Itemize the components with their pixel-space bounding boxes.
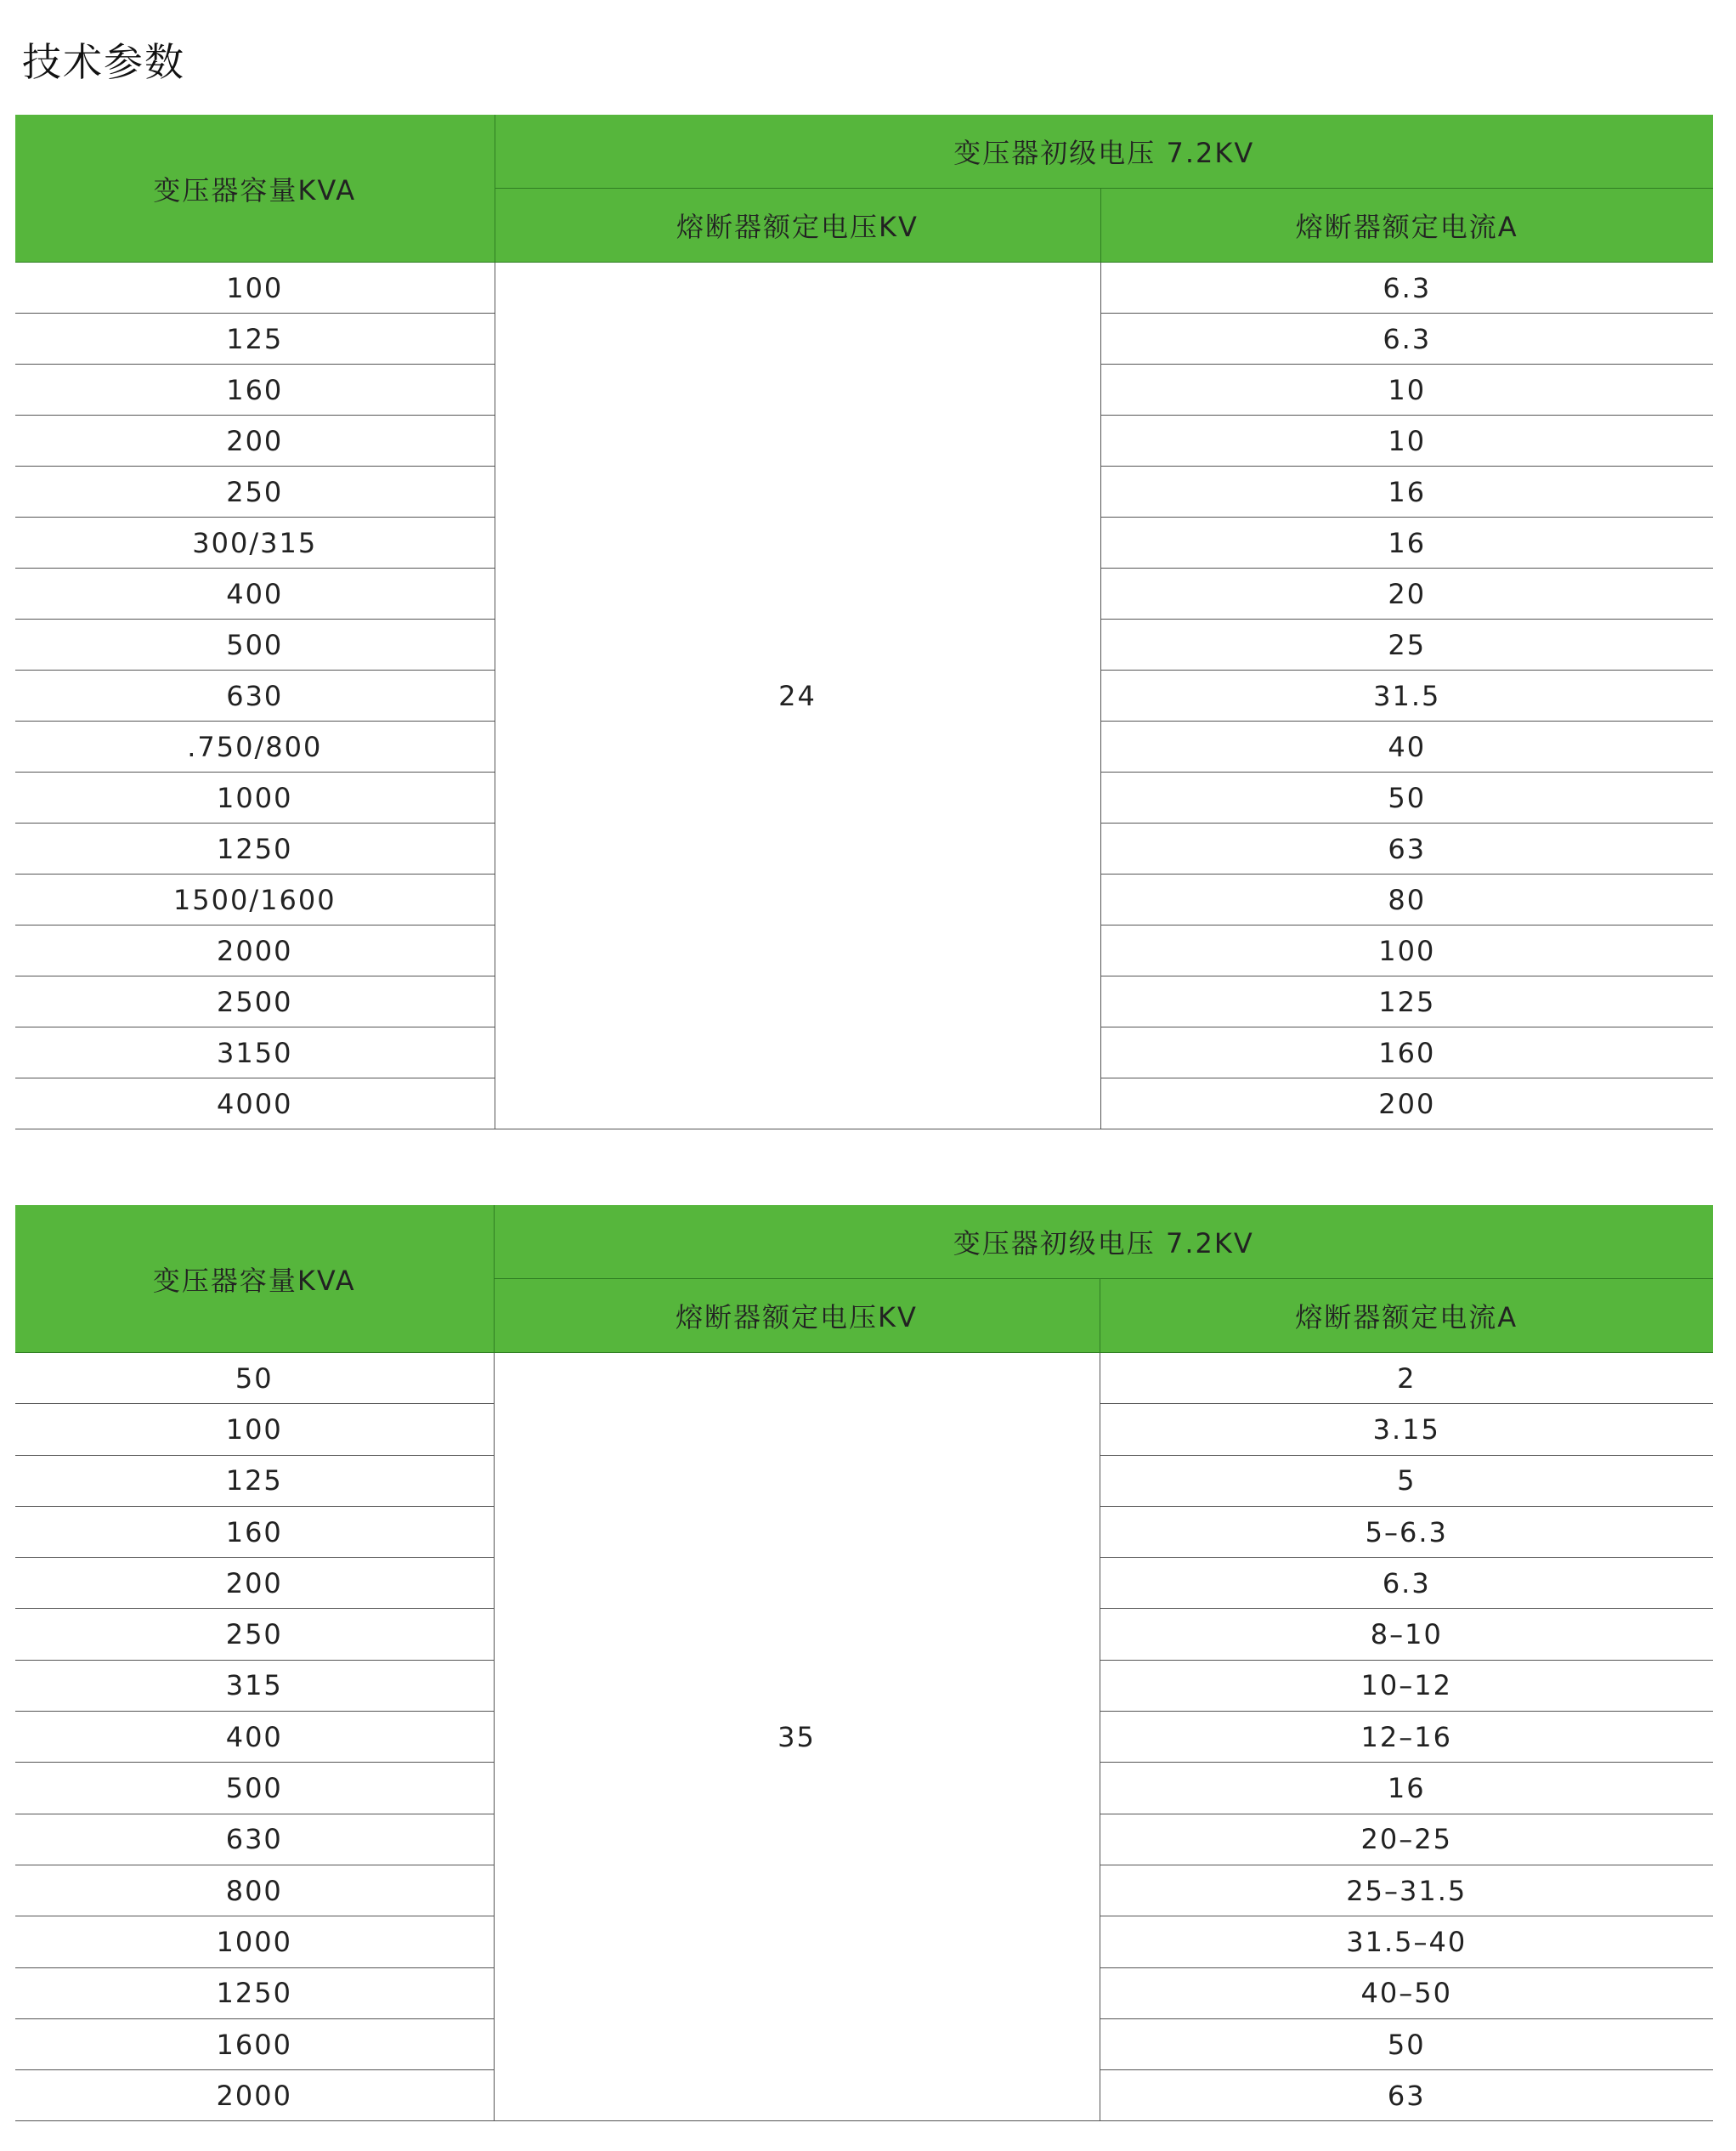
capacity-cell: 160 — [15, 365, 495, 416]
fuse-current-cell: 25–31.5 — [1100, 1865, 1713, 1916]
header-fuse-current: 熔断器额定电流A — [1100, 189, 1713, 263]
capacity-cell: 200 — [15, 416, 495, 467]
fuse-current-cell: 6.3 — [1100, 314, 1713, 365]
capacity-cell: 315 — [15, 1660, 494, 1711]
fuse-current-cell: 5 — [1100, 1455, 1713, 1506]
capacity-cell: 1250 — [15, 824, 495, 875]
fuse-current-cell: 6.3 — [1100, 1558, 1713, 1609]
table-row — [15, 1353, 1713, 1404]
capacity-cell: .750/800 — [15, 722, 495, 773]
fuse-current-cell: 160 — [1100, 1027, 1713, 1078]
header-fuse-current: 熔断器额定电流A — [1100, 1279, 1713, 1353]
fuse-current-cell: 40–50 — [1100, 1967, 1713, 2018]
fuse-current-cell: 3.15 — [1100, 1404, 1713, 1455]
capacity-cell: 2000 — [15, 925, 495, 976]
capacity-cell: 50 — [15, 1353, 494, 1404]
capacity-cell: 2000 — [15, 2070, 494, 2121]
capacity-cell: 630 — [15, 671, 495, 722]
capacity-cell: 630 — [15, 1814, 494, 1865]
fuse-spec-table-2 — [15, 1205, 1713, 2121]
capacity-cell: 400 — [15, 569, 495, 620]
capacity-cell: 100 — [15, 263, 495, 314]
capacity-cell: 3150 — [15, 1027, 495, 1078]
fuse-current-cell: 63 — [1100, 824, 1713, 875]
capacity-cell: 1250 — [15, 1967, 494, 2018]
fuse-current-cell: 63 — [1100, 2070, 1713, 2121]
capacity-cell: 125 — [15, 1455, 494, 1506]
fuse-current-cell: 100 — [1100, 925, 1713, 976]
fuse-current-cell: 10 — [1100, 365, 1713, 416]
fuse-voltage-cell: 35 — [494, 1353, 1100, 2121]
fuse-current-cell: 16 — [1100, 1763, 1713, 1814]
capacity-cell: 250 — [15, 1609, 494, 1660]
capacity-cell: 125 — [15, 314, 495, 365]
fuse-current-cell: 125 — [1100, 976, 1713, 1027]
fuse-current-cell: 31.5 — [1100, 671, 1713, 722]
capacity-cell: 200 — [15, 1558, 494, 1609]
fuse-current-cell: 5–6.3 — [1100, 1506, 1713, 1557]
fuse-current-cell: 16 — [1100, 467, 1713, 518]
capacity-cell: 100 — [15, 1404, 494, 1455]
fuse-current-cell: 20–25 — [1100, 1814, 1713, 1865]
header-fuse-voltage: 熔断器额定电压KV — [495, 189, 1100, 263]
fuse-current-cell: 10 — [1100, 416, 1713, 467]
capacity-cell: 500 — [15, 1763, 494, 1814]
fuse-current-cell: 6.3 — [1100, 263, 1713, 314]
capacity-cell: 2500 — [15, 976, 495, 1027]
page-title: 技术参数 — [22, 39, 185, 85]
header-primary-voltage: 变压器初级电压 7.2KV — [495, 115, 1713, 189]
capacity-cell: 250 — [15, 467, 495, 518]
header-fuse-voltage: 熔断器额定电压KV — [494, 1279, 1100, 1353]
capacity-cell: 500 — [15, 620, 495, 671]
fuse-current-cell: 50 — [1100, 773, 1713, 824]
fuse-spec-table-1 — [15, 115, 1713, 1129]
fuse-current-cell: 80 — [1100, 875, 1713, 925]
capacity-cell: 400 — [15, 1712, 494, 1763]
fuse-current-cell: 200 — [1100, 1078, 1713, 1129]
fuse-current-cell: 2 — [1100, 1353, 1713, 1404]
fuse-current-cell: 8–10 — [1100, 1609, 1713, 1660]
capacity-cell: 4000 — [15, 1078, 495, 1129]
capacity-cell: 1500/1600 — [15, 875, 495, 925]
capacity-cell: 1000 — [15, 773, 495, 824]
capacity-cell: 800 — [15, 1865, 494, 1916]
header-capacity: 变压器容量KVA — [15, 1205, 494, 1353]
capacity-cell: 300/315 — [15, 518, 495, 569]
fuse-current-cell: 12–16 — [1100, 1712, 1713, 1763]
fuse-current-cell: 10–12 — [1100, 1660, 1713, 1711]
table-row — [15, 263, 1713, 314]
capacity-cell: 160 — [15, 1506, 494, 1557]
fuse-current-cell: 20 — [1100, 569, 1713, 620]
fuse-current-cell: 31.5–40 — [1100, 1916, 1713, 1967]
header-primary-voltage: 变压器初级电压 7.2KV — [494, 1205, 1713, 1279]
fuse-current-cell: 50 — [1100, 2018, 1713, 2069]
fuse-current-cell: 40 — [1100, 722, 1713, 773]
fuse-voltage-cell: 24 — [495, 263, 1100, 1129]
fuse-current-cell: 16 — [1100, 518, 1713, 569]
header-capacity: 变压器容量KVA — [15, 115, 495, 263]
capacity-cell: 1600 — [15, 2018, 494, 2069]
capacity-cell: 1000 — [15, 1916, 494, 1967]
fuse-current-cell: 25 — [1100, 620, 1713, 671]
